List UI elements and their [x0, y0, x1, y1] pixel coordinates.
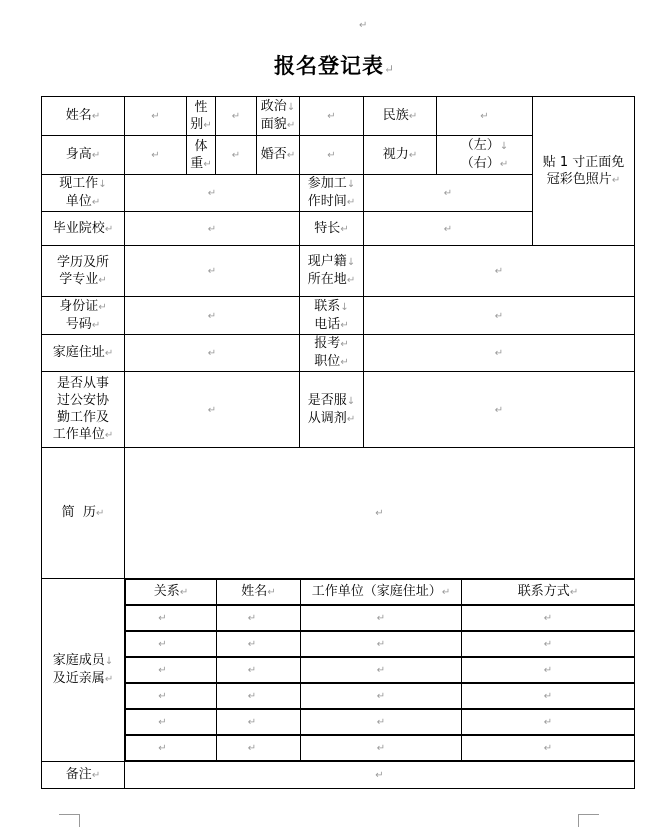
employer-label: 现工作↓ 单位↵: [42, 175, 125, 212]
family-relation-field[interactable]: ↵: [126, 658, 217, 683]
political-status-field[interactable]: ↵: [300, 97, 364, 136]
name-field[interactable]: ↵: [125, 97, 187, 136]
family-employer-field[interactable]: ↵: [301, 632, 462, 657]
resume-label: 简 历↵: [42, 448, 125, 579]
name-label: 姓名↵: [42, 97, 125, 136]
paragraph-mark: ↵: [359, 20, 368, 31]
family-header-name: 姓名↵: [217, 580, 301, 605]
resume-field[interactable]: ↵: [125, 448, 635, 579]
family-employer-field[interactable]: ↵: [301, 606, 462, 631]
family-relation-field[interactable]: ↵: [126, 632, 217, 657]
address-field[interactable]: ↵: [125, 335, 300, 372]
work-start-label: 参加工↓ 作时间↵: [300, 175, 364, 212]
family-contact-field[interactable]: ↵: [462, 606, 635, 631]
family-name-field[interactable]: ↵: [217, 736, 301, 761]
position-field[interactable]: ↵: [364, 335, 635, 372]
family-employer-field[interactable]: ↵: [301, 684, 462, 709]
gender-field[interactable]: ↵: [216, 97, 257, 136]
family-contact-field[interactable]: ↵: [462, 736, 635, 761]
title-text: 报名登记表: [273, 53, 384, 78]
marital-status-field[interactable]: ↵: [300, 136, 364, 175]
photo-area[interactable]: 贴 1 寸正面免 冠彩色照片↵: [533, 97, 635, 246]
height-field[interactable]: ↵: [125, 136, 187, 175]
family-header-relation: 关系↵: [126, 580, 217, 605]
family-row: [126, 684, 635, 709]
ethnicity-field[interactable]: ↵: [437, 97, 533, 136]
ethnicity-label: 民族↵: [364, 97, 437, 136]
family-header-contact: 联系方式↵: [462, 580, 635, 605]
family-contact-field[interactable]: ↵: [462, 710, 635, 735]
vision-label: 视力↵: [364, 136, 437, 175]
specialty-field[interactable]: ↵: [364, 212, 533, 246]
gender-label: 性 别↵: [187, 97, 216, 136]
phone-field[interactable]: ↵: [364, 297, 635, 335]
vision-field[interactable]: （左）↓ （右）↵: [437, 136, 533, 175]
weight-field[interactable]: ↵: [216, 136, 257, 175]
family-row: [126, 658, 635, 683]
position-label: 报考↵ 职位↵: [300, 335, 364, 372]
education-label: 学历及所 学专业↵: [42, 246, 125, 297]
family-name-field[interactable]: ↵: [217, 658, 301, 683]
family-contact-field[interactable]: ↵: [462, 684, 635, 709]
family-row: [126, 710, 635, 735]
family-relation-field[interactable]: ↵: [126, 606, 217, 631]
page-title: [0, 50, 669, 80]
obey-adjustment-label: 是否服↓ 从调剂↵: [300, 372, 364, 448]
address-label: 家庭住址↵: [42, 335, 125, 372]
family-row: [126, 736, 635, 761]
hukou-label: 现户籍↓ 所在地↵: [300, 246, 364, 297]
family-contact-field[interactable]: ↵: [462, 658, 635, 683]
page-corner-mark-left: [59, 814, 80, 827]
specialty-label: 特长↵: [300, 212, 364, 246]
education-field[interactable]: ↵: [125, 246, 300, 297]
family-name-field[interactable]: ↵: [217, 684, 301, 709]
police-experience-label: 是否从事 过公安协 勤工作及 工作单位↵: [42, 372, 125, 448]
family-relation-field[interactable]: ↵: [126, 736, 217, 761]
political-status-label: 政治↓ 面貌↵: [257, 97, 300, 136]
family-label: 家庭成员↓ 及近亲属↵: [42, 579, 125, 762]
obey-adjustment-field[interactable]: ↵: [364, 372, 635, 448]
family-contact-field[interactable]: ↵: [462, 632, 635, 657]
height-label: 身高↵: [42, 136, 125, 175]
police-experience-field[interactable]: ↵: [125, 372, 300, 448]
weight-label: 体 重↵: [187, 136, 216, 175]
family-header-employer: 工作单位（家庭住址）↵: [301, 580, 462, 605]
employer-field[interactable]: ↵: [125, 175, 300, 212]
school-label: 毕业院校↵: [42, 212, 125, 246]
hukou-field[interactable]: ↵: [364, 246, 635, 297]
family-employer-field[interactable]: ↵: [301, 736, 462, 761]
family-row: [126, 632, 635, 657]
page-corner-mark-right: [578, 814, 599, 827]
family-table-container: [125, 579, 635, 606]
phone-label: 联系↓ 电话↵: [300, 297, 364, 335]
paragraph-mark: ↵: [383, 62, 396, 76]
registration-form-table: [41, 96, 635, 789]
family-relation-field[interactable]: ↵: [126, 710, 217, 735]
family-employer-field[interactable]: ↵: [301, 710, 462, 735]
id-number-field[interactable]: ↵: [125, 297, 300, 335]
school-field[interactable]: ↵: [125, 212, 300, 246]
remarks-label: 备注↵: [42, 762, 125, 789]
family-relation-field[interactable]: ↵: [126, 684, 217, 709]
family-employer-field[interactable]: ↵: [301, 658, 462, 683]
marital-status-label: 婚否↵: [257, 136, 300, 175]
remarks-field[interactable]: ↵: [125, 762, 635, 789]
id-number-label: 身份证↵ 号码↵: [42, 297, 125, 335]
family-row: [126, 606, 635, 631]
family-name-field[interactable]: ↵: [217, 606, 301, 631]
work-start-field[interactable]: ↵: [364, 175, 533, 212]
family-name-field[interactable]: ↵: [217, 632, 301, 657]
family-name-field[interactable]: ↵: [217, 710, 301, 735]
